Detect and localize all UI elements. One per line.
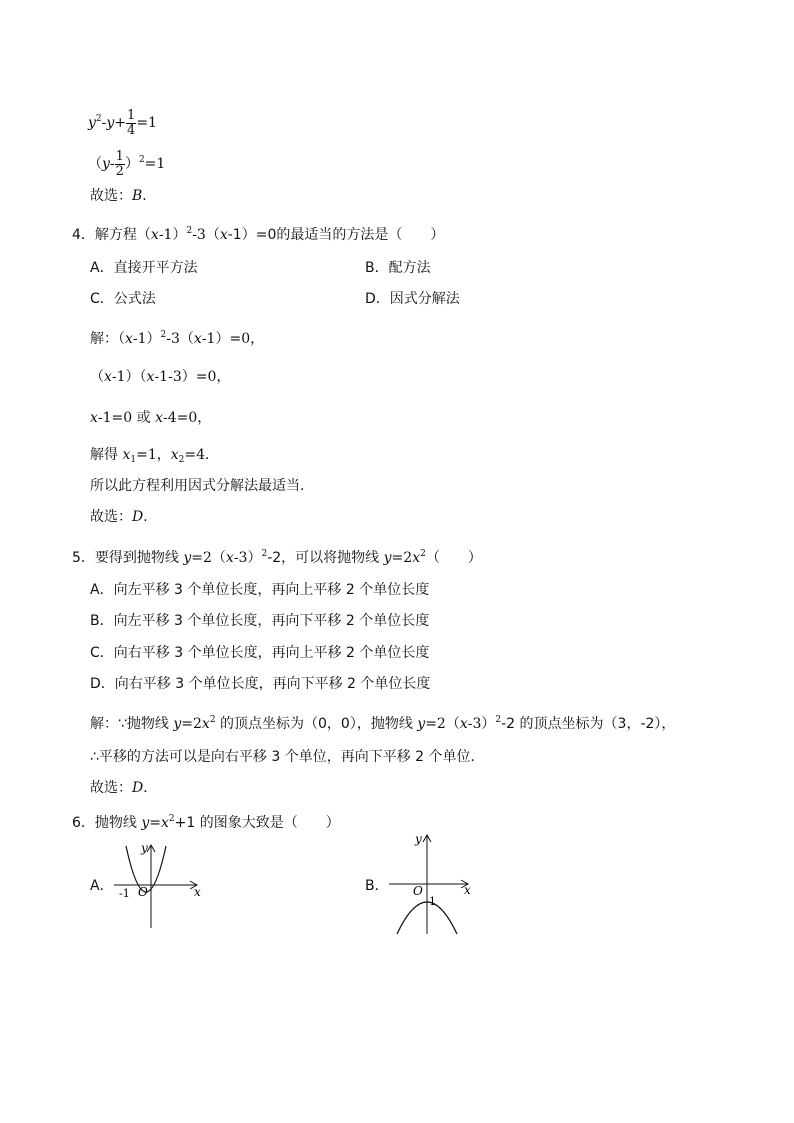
fraction [115, 150, 125, 179]
x-axis-label: x [194, 885, 201, 899]
math-var: x [219, 227, 228, 243]
y-axis-label: y [415, 832, 422, 846]
math-text: -1-3）=0， [154, 369, 231, 385]
solution-line [90, 368, 230, 386]
option-d: D．因式分解法 [365, 291, 460, 307]
solution-conclusion: ∴平移的方法可以是向右平移 3 个单位，再向下平移 2 个单位． [90, 749, 485, 765]
math-text: -4=0， [163, 410, 212, 426]
math-text: 6．抛物线 [72, 815, 142, 831]
math-text: -2 的顶点坐标为（3，-2）， [501, 716, 676, 732]
math-var: x [459, 716, 468, 732]
math-var: x [225, 550, 234, 566]
option-b: B．向左平移 3 个单位长度，再向下平移 2 个单位长度 [90, 613, 430, 629]
math-text: =2（ [425, 716, 460, 732]
fraction [126, 109, 136, 138]
numerator: 1 [127, 107, 136, 123]
math-var: x [150, 227, 159, 243]
question-4-stem [72, 222, 444, 244]
math-text: 的顶点坐标为（0，0），抛物线 [215, 716, 418, 732]
equation-line [88, 145, 165, 179]
denominator: 2 [115, 163, 124, 179]
exponent: 2 [95, 114, 102, 124]
math-text: -1）（ [111, 369, 147, 385]
option-d: D．向右平移 3 个单位长度，再向下平移 2 个单位长度 [90, 676, 431, 692]
answer-line [90, 779, 157, 797]
solution-line [90, 711, 675, 733]
answer-choice: D [132, 509, 144, 525]
option-c: C．公式法 [90, 291, 156, 307]
math-text: =4． [184, 447, 220, 463]
math-text: =2 [391, 550, 413, 566]
math-text: =1 [136, 115, 157, 131]
period: ． [142, 188, 157, 204]
math-var: y [141, 815, 150, 831]
option-b: B．配方法 [365, 260, 431, 276]
origin-label: O [413, 884, 423, 898]
solution-line [90, 326, 264, 348]
answer-line [90, 187, 156, 205]
option-b: B． [365, 878, 389, 894]
math-var: y [183, 550, 192, 566]
exponent: 2 [261, 549, 268, 559]
math-var: y [417, 716, 426, 732]
math-var: x [193, 331, 202, 347]
x-axis-label: x [464, 883, 471, 897]
answer-label: 故选： [90, 780, 132, 796]
math-text: -1） [132, 331, 161, 347]
exponent: 2 [168, 814, 175, 824]
option-a: A．直接开平方法 [90, 260, 198, 276]
math-text: =1 [144, 156, 166, 172]
math-text: -1=0 或 [97, 410, 156, 426]
tick-label: -1 [119, 887, 130, 900]
math-text: -2，可以将抛物线 [267, 550, 384, 566]
math-var: x [412, 550, 421, 566]
option-a: A． [90, 878, 114, 894]
y-axis-label: y [141, 841, 148, 855]
math-var: x [122, 447, 131, 463]
math-text: = [149, 815, 162, 831]
math-text: -3） [233, 550, 262, 566]
answer-choice: D [132, 780, 144, 796]
exponent: 2 [186, 226, 193, 236]
math-text: 4．解方程（ [72, 227, 151, 243]
math-var: y [102, 156, 110, 172]
math-text: =1， [136, 447, 171, 463]
math-text: =2（ [191, 550, 226, 566]
math-text: =2 [181, 716, 202, 732]
math-text: -3） [467, 716, 496, 732]
math-text: -3（ [192, 227, 220, 243]
math-var: y [106, 115, 115, 131]
math-var: x [104, 369, 112, 385]
equation-line [88, 104, 157, 138]
graph-b [385, 830, 485, 940]
denominator: 4 [127, 122, 136, 138]
math-var: x [201, 716, 210, 732]
math-text: - [101, 115, 107, 131]
math-text: -1） [158, 227, 187, 243]
period: ． [143, 509, 158, 525]
math-var: y [383, 550, 392, 566]
math-text: -1）=0的最适当的方法是（ ） [227, 227, 445, 243]
math-text: -1）=0， [201, 331, 265, 347]
math-text: （ ） [425, 550, 482, 566]
exponent: 2 [420, 549, 426, 559]
origin-label: O [138, 885, 148, 899]
solution-line [90, 446, 219, 469]
tick-label: 1 [429, 895, 436, 908]
math-text: -3（ [166, 331, 194, 347]
math-var: x [155, 410, 163, 426]
math-text: ） [124, 156, 139, 172]
math-var: x [90, 410, 98, 426]
math-text: （ [88, 156, 102, 172]
graph-a [110, 838, 210, 933]
subscript: 2 [178, 455, 185, 465]
math-text: 解：∵抛物线 [90, 716, 174, 732]
math-text: 解：（ [90, 331, 125, 347]
option-c: C．向右平移 3 个单位长度，再向上平移 2 个单位长度 [90, 645, 430, 661]
math-text: + [114, 115, 127, 131]
solution-line [90, 409, 211, 427]
math-var: y [173, 716, 182, 732]
period: ． [143, 780, 158, 796]
exponent: 2 [495, 715, 502, 725]
math-text: - [109, 156, 115, 172]
exponent: 2 [160, 330, 167, 340]
math-text: 解得 [90, 447, 123, 463]
answer-line [90, 508, 157, 526]
math-var: x [146, 369, 155, 385]
subscript: 1 [130, 455, 137, 465]
math-text: 5．要得到抛物线 [72, 550, 184, 566]
math-text: +1 的图象大致是（ ） [174, 815, 340, 831]
math-var: x [170, 447, 179, 463]
math-var: y [88, 115, 96, 131]
answer-choice: B [132, 188, 143, 204]
question-6-stem [72, 810, 340, 832]
math-text: （ [90, 369, 104, 385]
question-5-stem [72, 545, 482, 567]
exponent: 2 [209, 715, 216, 725]
math-var: x [125, 331, 133, 347]
solution-conclusion: 所以此方程利用因式分解法最适当． [90, 478, 314, 494]
numerator: 1 [115, 148, 124, 164]
exponent: 2 [138, 155, 145, 165]
answer-label: 故选： [90, 509, 132, 525]
math-var: x [161, 815, 169, 831]
option-a: A．向左平移 3 个单位长度，再向上平移 2 个单位长度 [90, 582, 430, 598]
answer-label: 故选： [90, 188, 132, 204]
